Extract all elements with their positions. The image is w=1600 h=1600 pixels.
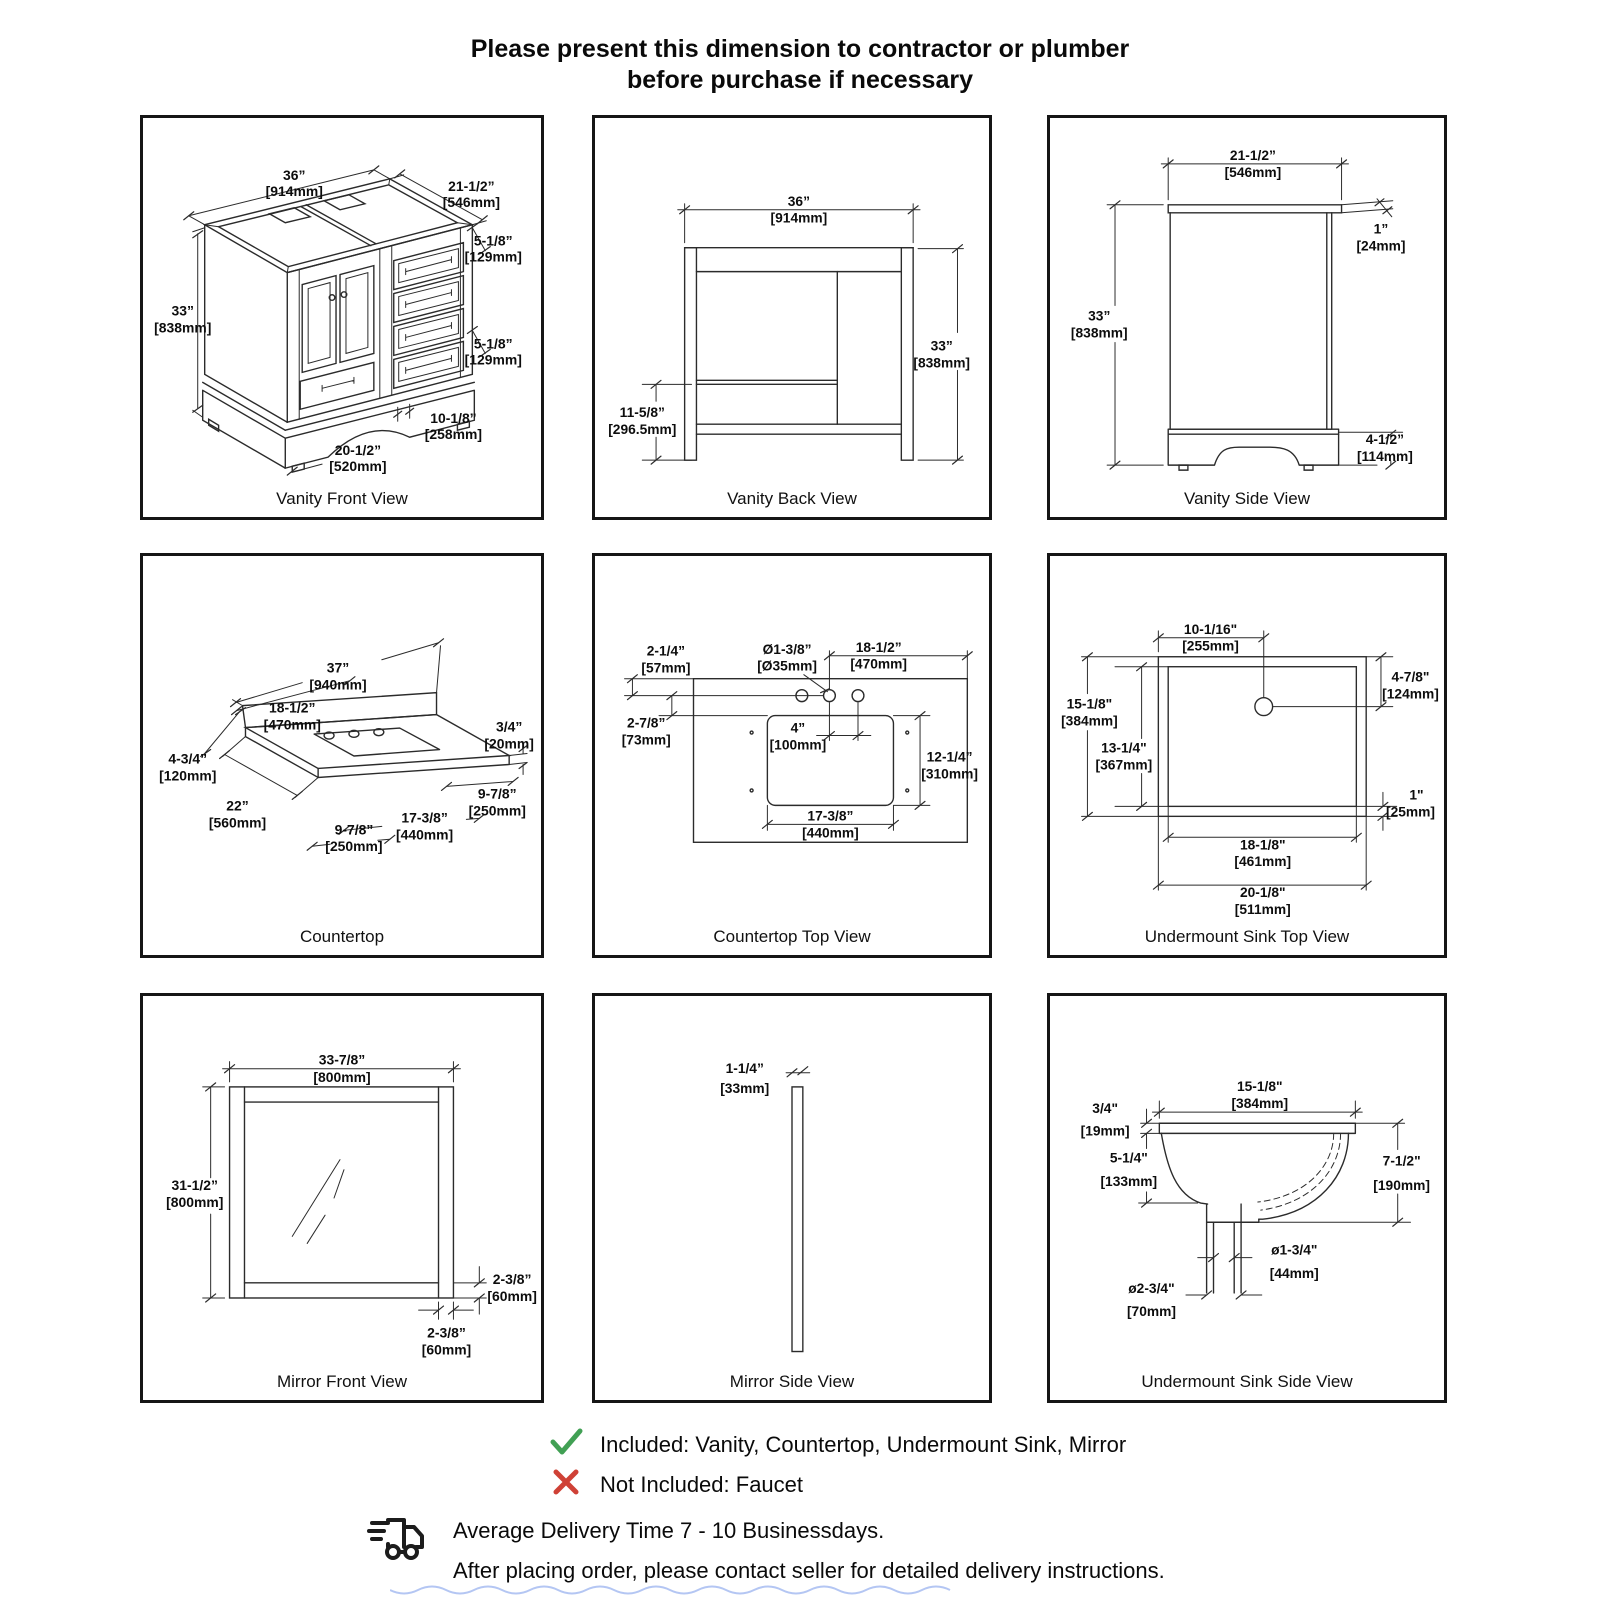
vanity-front-drawing xyxy=(143,118,541,517)
panel-countertop xyxy=(140,553,544,958)
dim-width-mm: [940mm] xyxy=(309,676,367,693)
included-text: Included: Vanity, Countertop, Undermount Sink, Mirror xyxy=(600,1432,1127,1457)
panel-mirror-side-view xyxy=(592,993,992,1403)
panel-sink-side-view xyxy=(1047,993,1447,1403)
panel-title: Countertop Top View xyxy=(713,927,871,946)
dim-drain-outer-in: ø2-3/4" xyxy=(1128,1279,1175,1296)
dim-backsplash-height-in: 4-3/4” xyxy=(168,750,208,767)
dim-drain-offset-in: 10-1/16" xyxy=(1183,620,1238,637)
delivery-line-2: After placing order, please contact seller for detailed delivery instructions. xyxy=(453,1558,1165,1583)
mirror-front-drawing xyxy=(143,996,541,1400)
dim-bowl-depth-mm: [133mm] xyxy=(1100,1172,1158,1189)
dim-height-in: 33” xyxy=(930,337,953,354)
countertop-drawing xyxy=(143,556,541,955)
dim-base-height-in: 4-1/2” xyxy=(1365,431,1405,448)
dim-right-offset-in: 9-7/8” xyxy=(477,785,517,802)
dim-right-offset-mm: [250mm] xyxy=(468,802,526,819)
dim-outer-depth-in: 15-1/8" xyxy=(1066,695,1113,712)
dim-height-in: 33” xyxy=(171,302,195,319)
dim-thickness-mm: [20mm] xyxy=(484,735,534,752)
dim-thickness-in: 1-1/4” xyxy=(725,1059,764,1076)
dim-cutout-depth-in: 12-1/4” xyxy=(926,748,973,765)
dim-height-mm: [838mm] xyxy=(154,319,212,336)
delivery-line-1: Average Delivery Time 7 - 10 Businessdays. xyxy=(453,1518,885,1543)
panel-vanity-back-view xyxy=(592,115,992,520)
dim-hole-diameter-in: Ø1-3/8” xyxy=(762,640,812,657)
dim-outer-depth-mm: [384mm] xyxy=(1061,712,1118,729)
dim-thickness-in: 3/4” xyxy=(495,718,523,735)
dim-holes-to-cutout-in: 2-7/8” xyxy=(627,714,666,731)
check-icon xyxy=(549,1426,585,1456)
dim-height-mm: [838mm] xyxy=(913,354,971,371)
panel-title: Mirror Front View xyxy=(276,1372,408,1391)
panel-title: Vanity Front View xyxy=(276,489,408,508)
dim-top-thickness-in: 1” xyxy=(1373,220,1389,237)
dim-toe-kick-in: 10-1/8” xyxy=(430,410,477,427)
dim-bottom-drawer-mm: [129mm] xyxy=(464,351,522,368)
dim-depth-in: 21-1/2” xyxy=(448,177,495,194)
panel-title: Undermount Sink Side View xyxy=(1141,1372,1353,1391)
dim-overall-height-mm: [190mm] xyxy=(1373,1176,1430,1193)
not-included-text: Not Included: Faucet xyxy=(600,1472,804,1497)
panel-countertop-top-view xyxy=(592,553,992,958)
dim-drain-from-top-in: 4-7/8" xyxy=(1391,668,1430,685)
dim-height-in: 31-1/2” xyxy=(171,1176,218,1193)
dim-open-height-mm: [296.5mm] xyxy=(608,421,677,438)
dim-rim-thickness-mm: [19mm] xyxy=(1080,1122,1130,1139)
dim-edge-to-holes-in: 2-1/4” xyxy=(646,642,686,659)
dim-cutout-depth-mm: [310mm] xyxy=(921,765,978,782)
dim-holes-to-cutout-mm: [73mm] xyxy=(621,731,671,748)
dim-inner-width-in: 18-1/8" xyxy=(1239,836,1286,853)
dim-depth-in: 21-1/2” xyxy=(1229,146,1276,163)
dim-drain-from-top-mm: [124mm] xyxy=(1382,685,1439,702)
dim-width-in: 36” xyxy=(787,192,811,209)
dim-rim-in: 1" xyxy=(1409,786,1424,803)
mirror-side-drawing xyxy=(595,996,989,1400)
panel-vanity-front-view xyxy=(140,115,544,520)
sink-side-drawing xyxy=(1050,996,1444,1400)
panel-title: Mirror Side View xyxy=(729,1372,855,1391)
dim-hole-to-edge-mm: [470mm] xyxy=(850,655,908,672)
dim-cutout-width-mm: [440mm] xyxy=(802,824,859,841)
truck-icon xyxy=(364,1514,430,1568)
panel-mirror-front-view xyxy=(140,993,544,1403)
dim-outer-width-mm: [511mm] xyxy=(1234,901,1291,918)
dim-left-offset-in: 9-7/8” xyxy=(334,821,374,838)
dim-drain-offset-mm: [255mm] xyxy=(1182,637,1239,654)
dim-stile-in: 2-3/8” xyxy=(427,1324,466,1341)
dim-cutout-width-mm: [440mm] xyxy=(395,826,454,843)
dim-edge-to-holes-mm: [57mm] xyxy=(641,659,691,676)
dim-thickness-mm: [33mm] xyxy=(720,1079,770,1096)
dim-stile-mm: [60mm] xyxy=(421,1341,472,1358)
dim-width-mm: [384mm] xyxy=(1231,1094,1289,1112)
underline-squiggle xyxy=(390,1580,955,1598)
dim-width-in: 15-1/8" xyxy=(1237,1077,1283,1094)
dim-backsplash-left-in: 18-1/2” xyxy=(269,699,316,716)
dim-height-mm: [800mm] xyxy=(166,1193,224,1211)
countertop-top-drawing xyxy=(595,556,989,955)
panel-title: Undermount Sink Top View xyxy=(1144,927,1350,946)
dim-base-width-mm: [520mm] xyxy=(329,458,387,475)
dim-inner-depth-in: 13-1/4" xyxy=(1101,739,1147,756)
dim-width-in: 36” xyxy=(283,166,306,183)
dim-overall-height-in: 7-1/2" xyxy=(1382,1152,1421,1169)
dim-inner-width-mm: [461mm] xyxy=(1234,853,1292,870)
dim-width-in: 37” xyxy=(326,659,350,676)
panel-title: Vanity Side View xyxy=(1184,489,1310,508)
dim-width-mm: [914mm] xyxy=(265,182,323,199)
panel-title: Vanity Back View xyxy=(727,489,857,508)
dim-width-in: 33-7/8” xyxy=(318,1051,366,1068)
dim-drain-outer-mm: [70mm] xyxy=(1126,1303,1176,1320)
dim-base-width-in: 20-1/2” xyxy=(334,442,382,459)
dim-depth-mm: [546mm] xyxy=(1224,163,1282,180)
dim-drain-inner-in: ø1-3/4" xyxy=(1271,1241,1318,1258)
panel-vanity-side-view xyxy=(1047,115,1447,520)
dim-backsplash-left-mm: [470mm] xyxy=(263,716,321,733)
header-line-1: Please present this dimension to contractor or plumber xyxy=(470,35,1130,63)
dim-hole-spacing-mm: [100mm] xyxy=(769,736,827,753)
header-line-2: before purchase if necessary xyxy=(627,66,973,94)
dim-left-offset-mm: [250mm] xyxy=(325,838,383,855)
dim-rim-thickness-in: 3/4" xyxy=(1092,1099,1119,1117)
dim-width-mm: [800mm] xyxy=(313,1068,371,1085)
dim-hole-to-edge-in: 18-1/2” xyxy=(855,638,902,655)
dim-width-mm: [914mm] xyxy=(770,209,828,226)
dim-cutout-width-in: 17-3/8” xyxy=(401,809,448,826)
dim-cutout-width-in: 17-3/8” xyxy=(807,807,854,824)
dim-hole-spacing-in: 4” xyxy=(790,719,806,736)
dim-depth-mm: [560mm] xyxy=(208,814,267,831)
dim-height-in: 33” xyxy=(1088,307,1111,324)
dim-bowl-depth-in: 5-1/4" xyxy=(1109,1149,1148,1166)
dim-hole-diameter-mm: [Ø35mm] xyxy=(757,657,817,674)
dim-height-mm: [838mm] xyxy=(1070,324,1128,341)
sink-top-drawing xyxy=(1050,556,1444,955)
dim-bottom-drawer-in: 5-1/8” xyxy=(473,335,513,352)
dim-rail-mm: [60mm] xyxy=(487,1287,537,1305)
dim-inner-depth-mm: [367mm] xyxy=(1095,756,1153,773)
x-icon xyxy=(552,1468,580,1496)
dim-backsplash-height-mm: [120mm] xyxy=(159,767,217,784)
dim-rail-in: 2-3/8” xyxy=(492,1270,532,1287)
panel-title: Countertop xyxy=(299,927,385,946)
dim-top-drawer-in: 5-1/8” xyxy=(473,232,513,249)
dim-outer-width-in: 20-1/8" xyxy=(1239,884,1286,901)
dim-open-height-in: 11-5/8” xyxy=(619,404,665,421)
panel-sink-top-view xyxy=(1047,553,1447,958)
dim-depth-mm: [546mm] xyxy=(442,193,500,210)
dim-base-height-mm: [114mm] xyxy=(1356,448,1413,465)
vanity-back-drawing xyxy=(595,118,989,517)
dim-top-thickness-mm: [24mm] xyxy=(1356,237,1406,254)
dim-drain-inner-mm: [44mm] xyxy=(1269,1264,1319,1281)
dim-top-drawer-mm: [129mm] xyxy=(464,248,522,265)
dim-toe-kick-mm: [258mm] xyxy=(424,426,483,443)
dim-depth-in: 22” xyxy=(226,797,249,814)
vanity-side-drawing xyxy=(1050,118,1444,517)
dim-rim-mm: [25mm] xyxy=(1386,803,1436,820)
